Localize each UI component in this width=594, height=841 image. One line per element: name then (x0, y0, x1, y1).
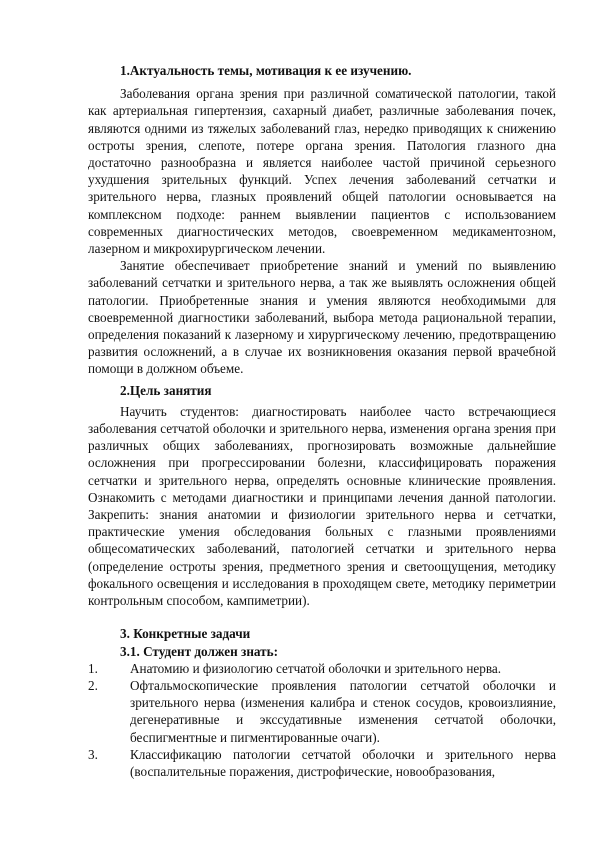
section-1-paragraph-2: Занятие обеспечивает приобретение знаний и умений по выявлению заболеваний сетчатки и зрительного нерва, а так же выявлять осложнения общей патологии. Приобретенные знания и умения являются необходимыми для своевременной диагностики заболеваний, выбора метода рациональной терапии, определения показаний к лазерному и хирургическому лечению, предотвращению развития осложнений, а в случае их возникновения оказания первой врачебной помощи в должном объеме. (88, 258, 556, 377)
section-3-1-subheading: 3.1. Студент должен знать: (120, 643, 279, 659)
section-2-paragraph: Научить студентов: диагностировать наиболее часто встречающиеся заболевания сетчатой оболочки и зрительного нерва, изменения органа зрения при различных общих заболеваниях, прогнозировать возможные дальнейшие осложнения при прогрессировании болезни, классифицировать поражения сетчатки и зрительного нерва, определять основные клинические проявления. Ознакомить с методами диагностики и принципами лечения данной патологии. Закрепить: знания анатомии и физиологии зрительного нерва и сетчатки, практические умения обследования больных с глазными проявлениями общесоматических заболеваний, патологией сетчатки и зрительного нерва (определение остроты зрения, предметного зрения и светоощущения, методику фокального освещения и исследования в проходящем свете, методику периметрии контрольным способом, кампиметрии). (88, 403, 556, 609)
list-item (88, 660, 556, 677)
list-item-text: Офтальмоскопические проявления патологии сетчатой оболочки и зрительного нерва (изменения калибра и стенок сосудов, кровоизлияние, дегенеративные и экссудативные изменения сетчатой оболочки, беспигментные и пигментированные очаги). (130, 677, 556, 745)
list-item-number: 3. (88, 746, 98, 762)
list-item-text: Анатомию и физиологию сетчатой оболочки и зрительного нерва. (130, 660, 502, 676)
section-2-heading: 2.Цель занятия (120, 382, 212, 398)
knowledge-list (88, 660, 556, 780)
list-item-number: 2. (88, 677, 98, 693)
section-1-heading: 1.Актуальность темы, мотивация к ее изучению. (120, 63, 412, 78)
list-item-number: 1. (88, 660, 98, 676)
section-3-heading: 3. Конкретные задачи (120, 626, 251, 642)
list-item (88, 677, 556, 746)
list-item (88, 746, 556, 780)
list-item-text: Классификацию патологии сетчатой оболочки и зрительного нерва (воспалительные поражения, дистрофические, новообразования, (130, 746, 556, 779)
section-1-paragraph-1: Заболевания органа зрения при различной соматической патологии, такой как артериальная гипертензия, сахарный диабет, различные заболевания почек, являются одними из тяжелых заболеваний глаз, нередко приводящих к снижению остроты зрения, слепоте, потере органа зрения. Патология глазного дна достаточно разнообразна и является наиболее частой причиной серьезного ухудшения зрительных функций. Успех лечения заболеваний сетчатки и зрительного нерва, глазных проявлений общей патологии основывается на комплексном подходе: раннем выявлении пациентов с использованием современных диагностических методов, своевременном медикаментозном, лазерном и микрохирургическом лечении. (88, 86, 556, 257)
document-page (88, 62, 556, 780)
